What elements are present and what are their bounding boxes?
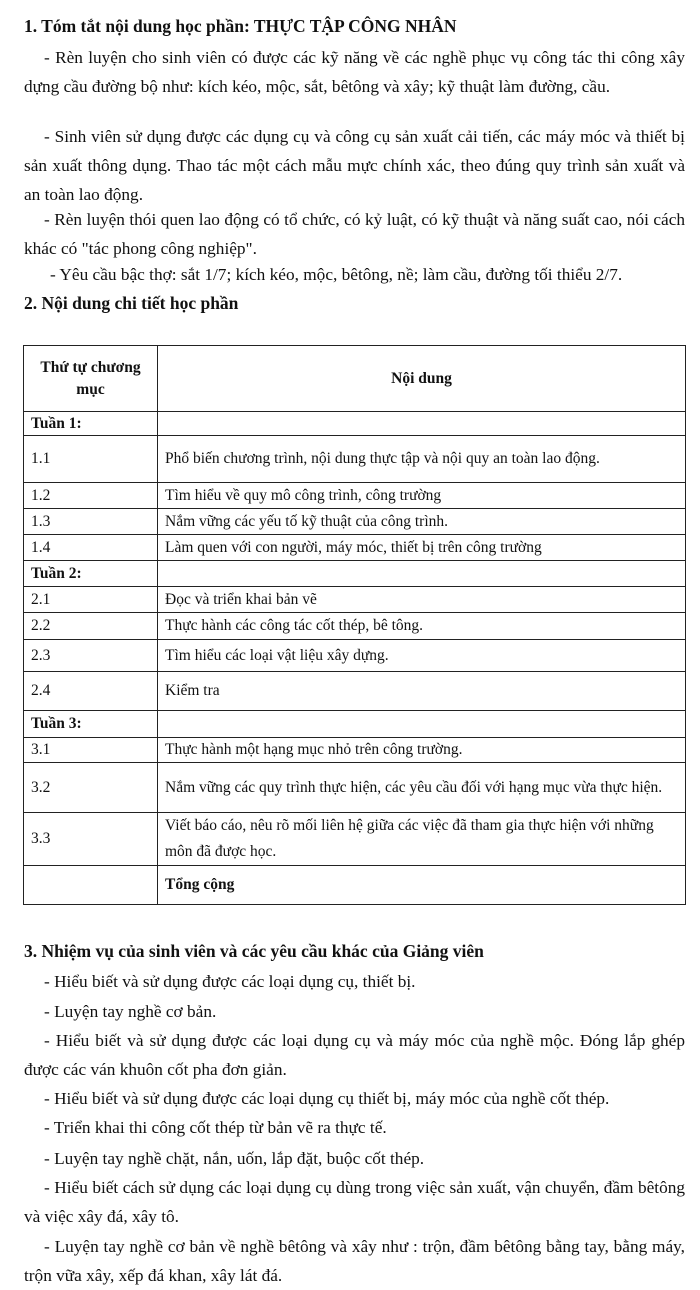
cell-content: Thực hành các công tác cốt thép, bê tông. [158, 613, 686, 640]
section-1-paragraph: - Rèn luyện cho sinh viên có được các kỹ năng về các nghề phục vụ công tác thi công xây dựng cầu đường bộ như: kích kéo, mộc, sắt, bêtông và xây; kỹ thuật làm đường, cầu. [24, 48, 685, 96]
cell-number: 2.1 [24, 587, 158, 613]
cell-content: Kiểm tra [158, 672, 686, 711]
course-content-table [23, 345, 686, 905]
list-item: - Luyện tay nghề cơ bản. [44, 1002, 217, 1021]
cell-number: 3.3 [24, 813, 158, 866]
cell-content: Tìm hiểu các loại vật liệu xây dựng. [158, 640, 686, 672]
table-row [24, 738, 686, 763]
section-2-heading: 2. Nội dung chi tiết học phần [24, 293, 239, 313]
cell-number [24, 866, 158, 905]
table-row [24, 763, 686, 813]
table-row [24, 640, 686, 672]
cell-number: 2.2 [24, 613, 158, 640]
list-item: - Luyện tay nghề chặt, nắn, uốn, lắp đặt, buộc cốt thép. [44, 1149, 425, 1168]
table-row [24, 613, 686, 640]
table-row [24, 535, 686, 561]
list-item: - Triển khai thi công cốt thép từ bản vẽ ra thực tế. [44, 1118, 387, 1137]
table-row [24, 587, 686, 613]
cell-content [158, 711, 686, 738]
section-1-paragraph: - Yêu cầu bậc thợ: sắt 1/7; kích kéo, mộc, bêtông, nề; làm cầu, đường tối thiểu 2/7. [50, 265, 623, 284]
cell-content: Phổ biến chương trình, nội dung thực tập và nội quy an toàn lao động. [158, 436, 686, 483]
cell-content: Nắm vững các quy trình thực hiện, các yêu cầu đối với hạng mục vừa thực hiện. [158, 763, 686, 813]
week-label: Tuần 1: [24, 412, 158, 436]
cell-number: 3.2 [24, 763, 158, 813]
list-item: - Hiểu biết cách sử dụng các loại dụng cụ dùng trong việc sản xuất, vận chuyển, đầm bêtông và việc xây đá, xây tô. [24, 1178, 685, 1226]
table-header-row [24, 346, 686, 412]
table-row [24, 483, 686, 509]
cell-content: Nắm vững các yếu tố kỹ thuật của công trình. [158, 509, 686, 535]
cell-number: 1.3 [24, 509, 158, 535]
cell-content [158, 412, 686, 436]
column-header-order: Thứ tự chương mục [24, 346, 158, 412]
week-label: Tuần 2: [24, 561, 158, 587]
table-row [24, 672, 686, 711]
list-item: - Hiểu biết và sử dụng được các loại dụng cụ và máy móc của nghề mộc. Đóng lắp ghép được các ván khuôn cốt pha đơn giản. [24, 1031, 685, 1079]
cell-content: Viết báo cáo, nêu rõ mối liên hệ giữa các việc đã tham gia thực hiện với những môn đã được học. [158, 813, 686, 866]
table-row [24, 412, 686, 436]
total-label: Tổng cộng [158, 866, 686, 905]
cell-content: Làm quen với con người, máy móc, thiết bị trên công trường [158, 535, 686, 561]
cell-number: 2.3 [24, 640, 158, 672]
table-row [24, 436, 686, 483]
section-3-heading: 3. Nhiệm vụ của sinh viên và các yêu cầu khác của Giảng viên [24, 941, 484, 961]
table-row [24, 561, 686, 587]
section-1-paragraph: - Sinh viên sử dụng được các dụng cụ và công cụ sản xuất cải tiến, các máy móc và thiết bị sản xuất thông dụng. Thao tác một cách mẫu mực chính xác, theo đúng quy trình sản xuất và an toàn lao động. [24, 127, 685, 204]
cell-content: Thực hành một hạng mục nhỏ trên công trường. [158, 738, 686, 763]
cell-content: Tìm hiểu về quy mô công trình, công trường [158, 483, 686, 509]
table-row [24, 813, 686, 866]
table-row [24, 866, 686, 905]
week-label: Tuần 3: [24, 711, 158, 738]
cell-number: 1.1 [24, 436, 158, 483]
cell-number: 3.1 [24, 738, 158, 763]
cell-number: 1.4 [24, 535, 158, 561]
list-item: - Hiểu biết và sử dụng được các loại dụng cụ, thiết bị. [44, 972, 416, 991]
list-item: - Hiểu biết và sử dụng được các loại dụng cụ thiết bị, máy móc của nghề cốt thép. [44, 1089, 610, 1108]
column-header-content: Nội dung [158, 346, 686, 412]
list-item: - Luyện tay nghề cơ bản về nghề bêtông và xây như : trộn, đầm bêtông bằng tay, bằng máy, trộn vữa xây, xếp đá khan, xây lát đá. [24, 1237, 685, 1285]
table-row [24, 509, 686, 535]
cell-content [158, 561, 686, 587]
table-row [24, 711, 686, 738]
cell-number: 1.2 [24, 483, 158, 509]
cell-content: Đọc và triển khai bản vẽ [158, 587, 686, 613]
section-1-heading: 1. Tóm tắt nội dung học phần: THỰC TẬP CÔNG NHÂN [24, 16, 457, 36]
section-1-paragraph: - Rèn luyện thói quen lao động có tổ chức, có kỷ luật, có kỹ thuật và năng suất cao, nói cách khác có "tác phong công nghiệp". [24, 210, 685, 258]
cell-number: 2.4 [24, 672, 158, 711]
